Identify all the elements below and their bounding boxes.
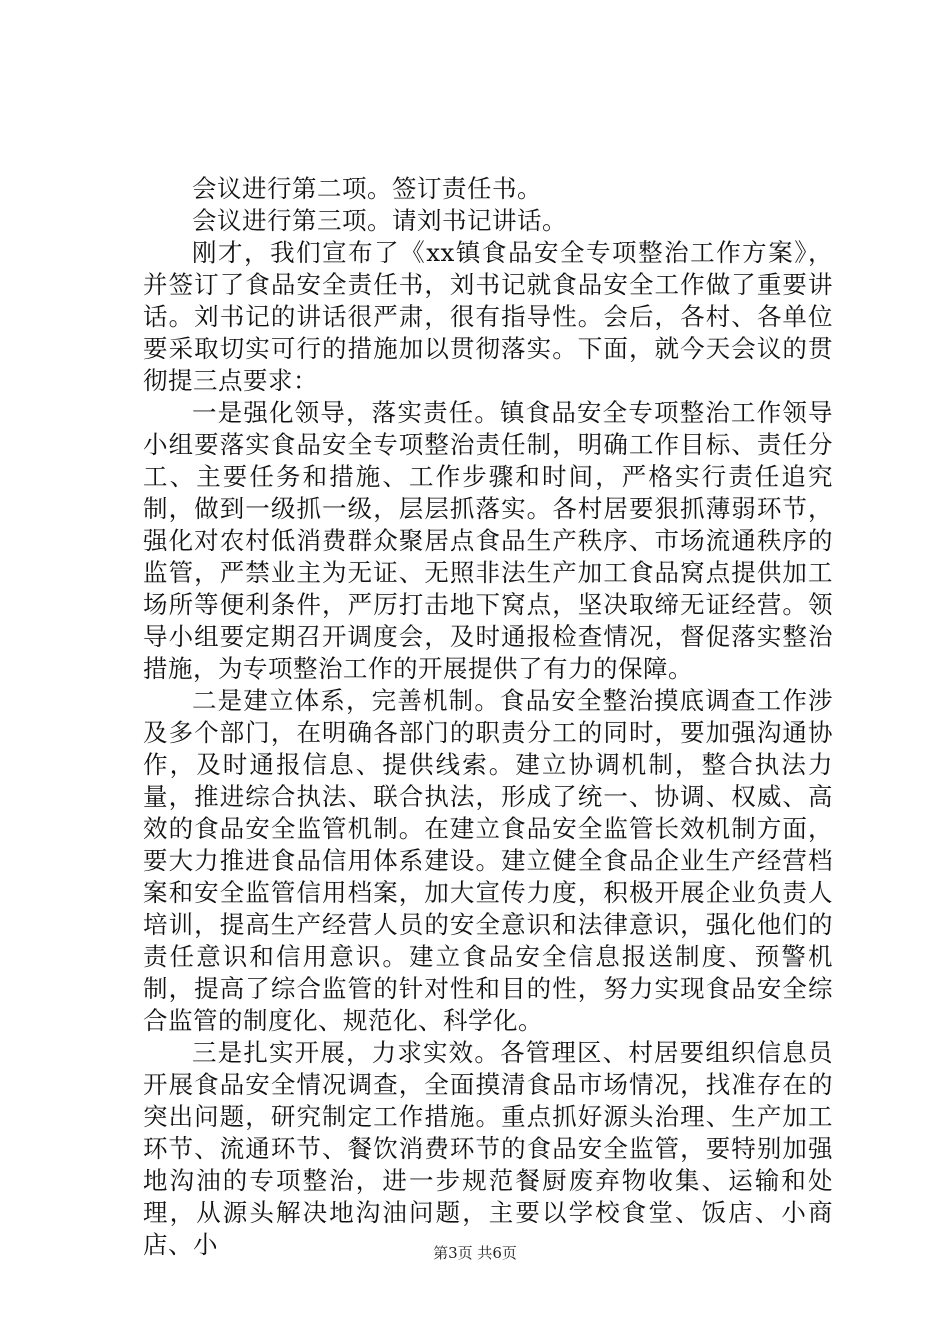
paragraph-2: 会议进行第三项。请刘书记讲话。 — [192, 206, 567, 235]
paragraph-5: 二是建立体系，完善机制。食品安全整治摸底调查工作涉及多个部门，在明确各部门的职责分工的同时，要加强沟通协作，及时通报信息、提供线索。建立协调机制，整合执法力量，推进综合执法、联合执法，形成了统一、协调、权威、高效的食品安全监管机制。在建立食品安全监管长效机制方面，要大力推进食品信用体系建设。建立健全食品企业生产经营档案和安全监管信用档案，加大宣传力度，积极开展企业负责人培训，提高生产经营人员的安全意识和法律意识，强化他们的责任意识和信用意识。建立食品安全信息报送制度、预警机制，提高了综合监管的针对性和目的性，努力实现食品安全综合监管的制度化、规范化、科学化。 — [143, 686, 833, 1035]
document-body — [143, 173, 833, 1261]
page-footer: 第3页 共6页 — [433, 1244, 517, 1262]
paragraph-1: 会议进行第二项。签订责任书。 — [192, 174, 542, 203]
paragraph-6: 三是扎实开展，力求实效。各管理区、村居要组织信息员开展食品安全情况调查，全面摸清食品市场情况，找准存在的突出问题，研究制定工作措施。重点抓好源头治理、生产加工环节、流通环节、餐饮消费环节的食品安全监管，要特别加强地沟油的专项整治，进一步规范餐厨废弃物收集、运输和处理，从源头解决地沟油问题，主要以学校食堂、饭店、小商店、小 — [143, 1038, 833, 1259]
paragraph-3: 刚才，我们宣布了《xx镇食品安全专项整治工作方案》，并签订了食品安全责任书，刘书记就食品安全工作做了重要讲话。刘书记的讲话很严肃，很有指导性。会后，各村、各单位要采取切实可行的措施加以贯彻落实。下面，就今天会议的贯彻提三点要求： — [143, 238, 833, 395]
paragraph-4: 一是强化领导，落实责任。镇食品安全专项整治工作领导小组要落实食品安全专项整治责任制，明确工作目标、责任分工、主要任务和措施、工作步骤和时间，严格实行责任追究制，做到一级抓一级，层层抓落实。各村居要狠抓薄弱环节，强化对农村低消费群众聚居点食品生产秩序、市场流通秩序的监管，严禁业主为无证、无照非法生产加工食品窝点提供加工场所等便利条件，严厉打击地下窝点，坚决取缔无证经营。领导小组要定期召开调度会，及时通报检查情况，督促落实整治措施，为专项整治工作的开展提供了有力的保障。 — [143, 398, 833, 683]
